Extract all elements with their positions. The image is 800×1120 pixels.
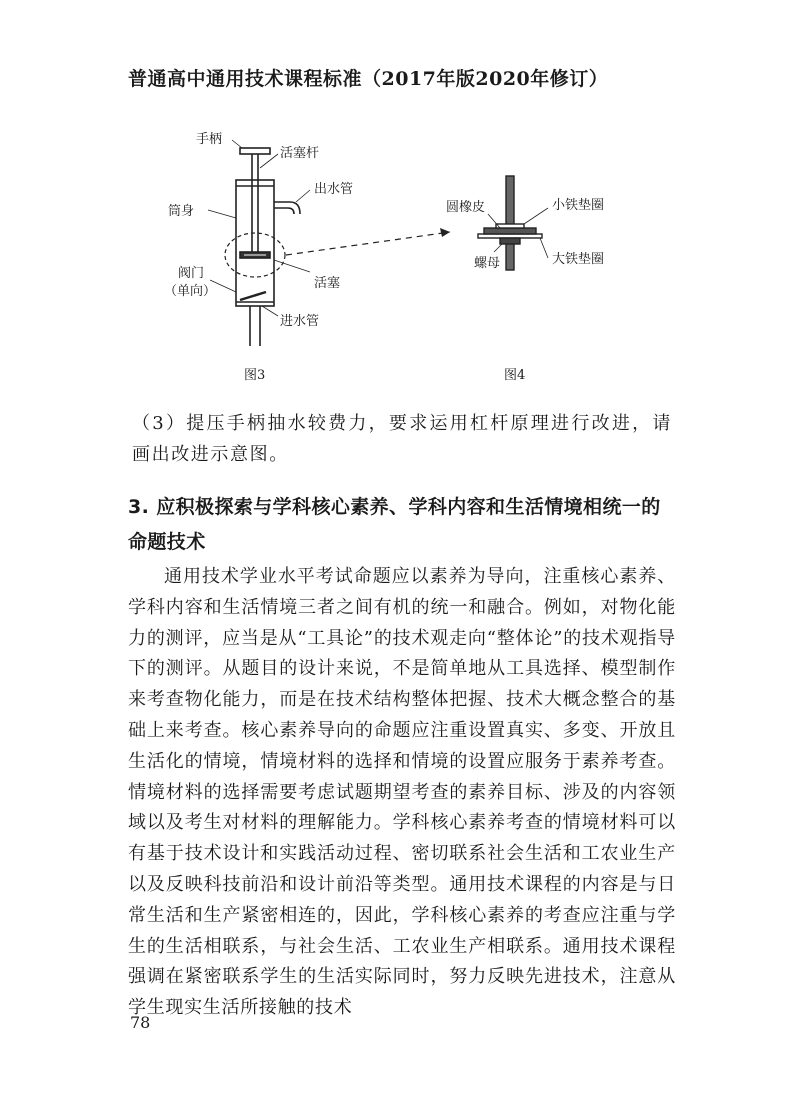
label-cylinder-body: 筒身 [168,204,195,219]
rubber-shape [484,228,536,234]
label-rubber: 圆橡皮 [446,200,486,215]
label-handle: 手柄 [196,132,223,147]
figures-area [128,110,688,400]
label-inlet-pipe: 进水管 [280,314,320,329]
label-valve-oneway: （单向） [164,284,217,299]
section-body: 通用技术学业水平考试命题应以素养为导向，注重核心素养、学科内容和生活情境三者之间有机的统一和融合。例如，对物化能力的测评，应当是从“工具论”的技术观走向“整体论”的技术观指导下的测评。从题目的设计来说，不是简单地从工具选择、模型制作来考查物化能力，而是在技术结构整体把握、技术大概念整合的基础上来考查。核心素养导向的命题应注重设置真实、多变、开放且生活化的情境，情境材料的选择和情境的设置应服务于素养考查。情境材料的选择需要考虑试题期望考查的素养目标、涉及的内容领域以及考生对材料的理解能力。学科核心素养考查的情境材料可以有基于技术设计和实践活动过程、密切联系社会生活和工农业生产以及反映科技前沿和设计前沿等类型。通用技术课程的内容是与日常生活和生产紧密相连的，因此，学科核心素养的考查应注重与学生的生活相联系，与社会生活、工农业生产相联系。通用技术课程强调在紧密联系学生的生活实际同时，努力反映先进技术，注意从学生现实生活所接触的技术 [128,566,676,1019]
section-heading: 3. 应积极探索与学科核心素养、学科内容和生活情境相统一的命题技术 [128,496,661,553]
running-header: 普通高中通用技术课程标准（2017年版2020年修订） [128,68,609,90]
detail-rod [506,176,514,270]
detail-arrow [286,232,450,255]
question-text: （3）提压手柄抽水较费力，要求运用杠杆原理进行改进，请画出改进示意图。 [132,413,672,465]
label-piston: 活塞 [314,276,341,291]
label-piston-rod: 活塞杆 [280,146,320,161]
question-paragraph [132,408,672,470]
label-large-washer: 大铁垫圈 [552,252,605,267]
label-outlet-pipe: 出水管 [314,182,354,197]
small-washer-shape [496,224,524,228]
valve-flap [240,292,266,300]
label-small-washer: 小铁垫圈 [552,198,605,213]
nut-shape [500,238,520,244]
figure3-drawing [208,140,450,346]
figure3-caption: 图3 [244,368,266,383]
label-valve: 阀门 [178,266,205,281]
cylinder-body [236,180,274,306]
figure4-caption: 图4 [504,368,526,383]
handle-shape [240,148,270,154]
label-nut: 螺母 [474,256,501,271]
page-number: 78 [130,1013,151,1032]
